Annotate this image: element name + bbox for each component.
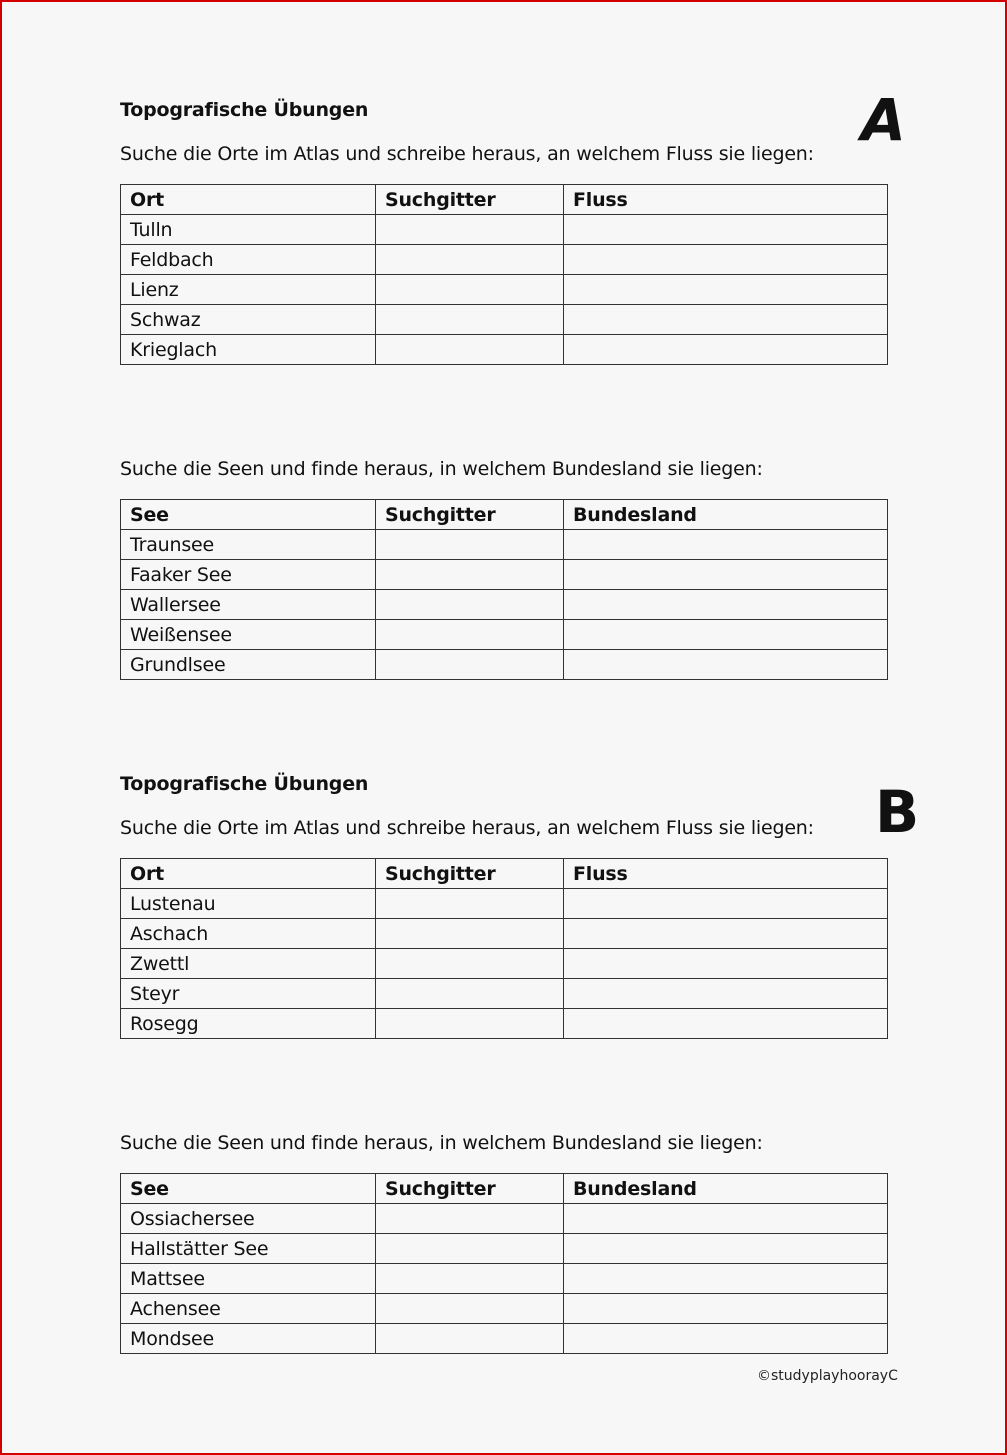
table-row — [121, 560, 888, 590]
worksheet-title: Topografische Übungen — [120, 99, 369, 121]
table-row — [121, 889, 888, 919]
grid-cell-blank[interactable] — [376, 1264, 564, 1294]
place-name: Zwettl — [121, 949, 376, 979]
instruction-text: Suche die Seen und finde heraus, in welchem Bundesland sie liegen: — [120, 458, 763, 480]
state-cell-blank[interactable] — [564, 1324, 888, 1354]
grid-cell-blank[interactable] — [376, 590, 564, 620]
state-cell-blank[interactable] — [564, 1264, 888, 1294]
instruction-text: Suche die Orte im Atlas und schreibe heraus, an welchem Fluss sie liegen: — [120, 817, 814, 839]
river-cell-blank[interactable] — [564, 215, 888, 245]
state-cell-blank[interactable] — [564, 560, 888, 590]
state-cell-blank[interactable] — [564, 1204, 888, 1234]
worksheet-a-header — [120, 98, 887, 122]
lakes-instruction-b — [120, 1131, 887, 1155]
table-header-row — [121, 1174, 888, 1204]
column-header-suchgitter: Suchgitter — [376, 859, 564, 889]
lake-name: Weißensee — [121, 620, 376, 650]
grid-cell-blank[interactable] — [376, 979, 564, 1009]
grid-cell-blank[interactable] — [376, 620, 564, 650]
column-header-fluss: Fluss — [564, 859, 888, 889]
place-name: Feldbach — [121, 245, 376, 275]
worksheet-letter: A — [861, 86, 906, 154]
grid-cell-blank[interactable] — [376, 1204, 564, 1234]
river-cell-blank[interactable] — [564, 1009, 888, 1039]
table-header-row — [121, 859, 888, 889]
column-header-suchgitter: Suchgitter — [376, 500, 564, 530]
table-row — [121, 1264, 888, 1294]
table-row — [121, 1294, 888, 1324]
place-name: Tulln — [121, 215, 376, 245]
table-row — [121, 305, 888, 335]
lake-name: Mattsee — [121, 1264, 376, 1294]
grid-cell-blank[interactable] — [376, 1324, 564, 1354]
grid-cell-blank[interactable] — [376, 215, 564, 245]
rivers-instruction-b — [120, 816, 887, 840]
grid-cell-blank[interactable] — [376, 1009, 564, 1039]
river-cell-blank[interactable] — [564, 305, 888, 335]
grid-cell-blank[interactable] — [376, 245, 564, 275]
column-header-suchgitter: Suchgitter — [376, 1174, 564, 1204]
lake-name: Traunsee — [121, 530, 376, 560]
place-name: Schwaz — [121, 305, 376, 335]
column-header-fluss: Fluss — [564, 185, 888, 215]
column-header-bundesland: Bundesland — [564, 500, 888, 530]
lake-name: Faaker See — [121, 560, 376, 590]
lake-name: Mondsee — [121, 1324, 376, 1354]
place-name: Aschach — [121, 919, 376, 949]
copyright-notice: ©studyplayhoorayC — [757, 1368, 898, 1384]
place-name: Krieglach — [121, 335, 376, 365]
table-row — [121, 949, 888, 979]
column-header-ort: Ort — [121, 859, 376, 889]
table-row — [121, 335, 888, 365]
worksheet-letter: B — [875, 778, 920, 846]
lake-name: Achensee — [121, 1294, 376, 1324]
table-row — [121, 1234, 888, 1264]
state-cell-blank[interactable] — [564, 620, 888, 650]
grid-cell-blank[interactable] — [376, 889, 564, 919]
lake-name: Ossiachersee — [121, 1204, 376, 1234]
grid-cell-blank[interactable] — [376, 1234, 564, 1264]
lake-name: Grundlsee — [121, 650, 376, 680]
lake-name: Wallersee — [121, 590, 376, 620]
grid-cell-blank[interactable] — [376, 560, 564, 590]
worksheet-b-header — [120, 772, 887, 796]
table-row — [121, 919, 888, 949]
instruction-text: Suche die Seen und finde heraus, in welchem Bundesland sie liegen: — [120, 1132, 763, 1154]
place-name: Lustenau — [121, 889, 376, 919]
instruction-text: Suche die Orte im Atlas und schreibe heraus, an welchem Fluss sie liegen: — [120, 143, 814, 165]
column-header-see: See — [121, 500, 376, 530]
place-name: Rosegg — [121, 1009, 376, 1039]
table-row — [121, 1324, 888, 1354]
place-name: Lienz — [121, 275, 376, 305]
lakes-table-b — [120, 1173, 888, 1354]
rivers-table-a — [120, 184, 888, 365]
lakes-table-a — [120, 499, 888, 680]
table-row — [121, 275, 888, 305]
column-header-suchgitter: Suchgitter — [376, 185, 564, 215]
state-cell-blank[interactable] — [564, 590, 888, 620]
river-cell-blank[interactable] — [564, 979, 888, 1009]
river-cell-blank[interactable] — [564, 335, 888, 365]
grid-cell-blank[interactable] — [376, 1294, 564, 1324]
grid-cell-blank[interactable] — [376, 335, 564, 365]
place-name: Steyr — [121, 979, 376, 1009]
worksheet-title: Topografische Übungen — [120, 773, 369, 795]
state-cell-blank[interactable] — [564, 1234, 888, 1264]
rivers-table-b — [120, 858, 888, 1039]
state-cell-blank[interactable] — [564, 650, 888, 680]
lakes-instruction-a — [120, 457, 887, 481]
table-row — [121, 650, 888, 680]
river-cell-blank[interactable] — [564, 275, 888, 305]
river-cell-blank[interactable] — [564, 919, 888, 949]
grid-cell-blank[interactable] — [376, 275, 564, 305]
column-header-ort: Ort — [121, 185, 376, 215]
grid-cell-blank[interactable] — [376, 305, 564, 335]
lake-name: Hallstätter See — [121, 1234, 376, 1264]
table-row — [121, 979, 888, 1009]
river-cell-blank[interactable] — [564, 245, 888, 275]
river-cell-blank[interactable] — [564, 889, 888, 919]
table-row — [121, 620, 888, 650]
table-row — [121, 1009, 888, 1039]
river-cell-blank[interactable] — [564, 949, 888, 979]
table-row — [121, 215, 888, 245]
table-row — [121, 245, 888, 275]
grid-cell-blank[interactable] — [376, 650, 564, 680]
table-header-row — [121, 185, 888, 215]
column-header-see: See — [121, 1174, 376, 1204]
table-header-row — [121, 500, 888, 530]
rivers-instruction-a — [120, 142, 887, 166]
grid-cell-blank[interactable] — [376, 949, 564, 979]
state-cell-blank[interactable] — [564, 530, 888, 560]
table-row — [121, 590, 888, 620]
grid-cell-blank[interactable] — [376, 919, 564, 949]
table-row — [121, 530, 888, 560]
grid-cell-blank[interactable] — [376, 530, 564, 560]
state-cell-blank[interactable] — [564, 1294, 888, 1324]
column-header-bundesland: Bundesland — [564, 1174, 888, 1204]
table-row — [121, 1204, 888, 1234]
